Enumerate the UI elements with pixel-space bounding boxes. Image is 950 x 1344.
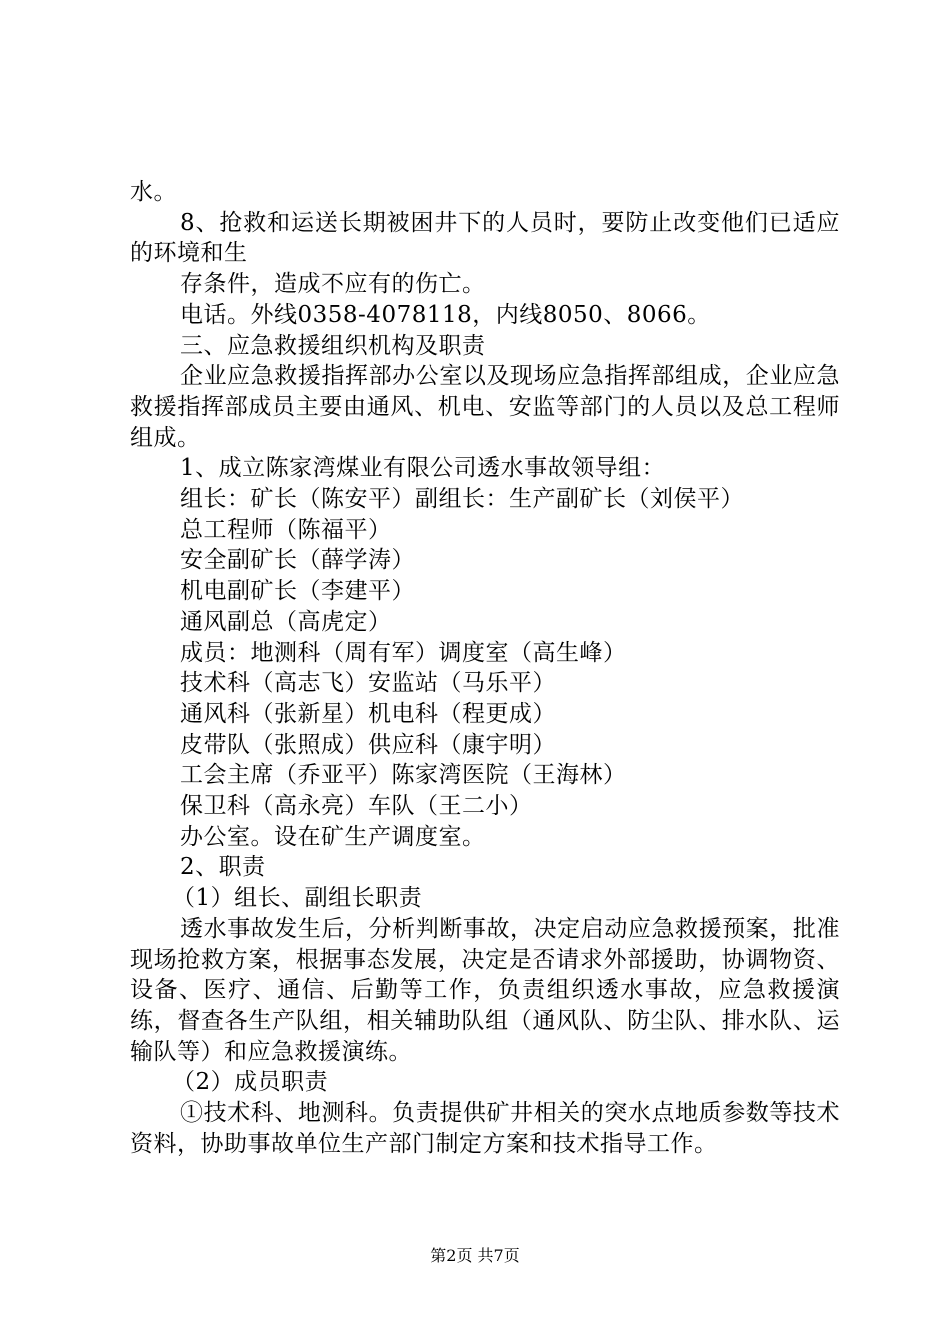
document-body	[130, 177, 840, 1160]
paragraph-item-8: 8、抢救和运送长期被困井下的人员时，要防止改变他们已适应的环境和生	[130, 209, 840, 267]
page-number-footer: 第2页 共7页	[430, 1246, 520, 1265]
roster-line-ventilation-deputy: 通风副总（高虎定）	[180, 608, 392, 635]
paragraph-org-intro: 企业应急救援指挥部办公室以及现场应急指挥部组成，企业应急救援指挥部成员主要由通风、机电、安监等部门的人员以及总工程师组成。	[130, 363, 840, 451]
roster-line-chief-engineer: 总工程师（陈福平）	[180, 516, 392, 543]
section-heading-3: 三、应急救援组织机构及职责	[180, 332, 486, 359]
roster-line-members-5: 工会主席（乔亚平）陈家湾医院（王海林）	[180, 762, 627, 789]
roster-line-members-4: 皮带队（张照成）供应科（康宇明）	[180, 731, 556, 758]
subheading-leadership-group: 1、成立陈家湾煤业有限公司透水事故领导组：	[180, 455, 666, 482]
subheading-member-duties: （2）成员职责	[172, 1069, 329, 1096]
paragraph-continuation: 水。	[130, 179, 177, 205]
roster-line-members-3: 通风科（张新星）机电科（程更成）	[180, 700, 556, 727]
paragraph-tech-survey-duties: ①技术科、地测科。负责提供矿井相关的突水点地质参数等技术资料，协助事故单位生产部门制定方案和技术指导工作。	[130, 1100, 840, 1157]
paragraph-leader-duties: 透水事故发生后，分析判断事故，决定启动应急救援预案，批准现场抢救方案，根据事态发展，决定是否请求外部援助，协调物资、设备、医疗、通信、后勤等工作，负责组织透水事故，应急救援演练，督查各生产队组，相关辅助队组（通风队、防尘队、排水队、运输队等）和应急救援演练。	[130, 915, 840, 1065]
subheading-leader-duties: （1）组长、副组长职责	[172, 885, 423, 912]
roster-line-members-2: 技术科（高志飞）安监站（马乐平）	[180, 670, 556, 697]
roster-line-safety-deputy: 安全副矿长（薛学涛）	[180, 547, 415, 574]
roster-line-electromech-deputy: 机电副矿长（李建平）	[180, 578, 415, 605]
roster-line-members-6: 保卫科（高永亮）车队（王二小）	[180, 793, 533, 820]
roster-line-leader: 组长：矿长（陈安平）副组长：生产副矿长（刘侯平）	[180, 486, 744, 513]
paragraph-office: 办公室。设在矿生产调度室。	[180, 823, 486, 850]
roster-line-members-1: 成员：地测科（周有军）调度室（高生峰）	[180, 639, 627, 666]
paragraph-phone: 电话。外线0358-4078118，内线8050、8066。	[180, 301, 711, 328]
paragraph-item-8-continued: 存条件，造成不应有的伤亡。	[180, 271, 486, 298]
subheading-duties: 2、职责	[180, 854, 266, 881]
